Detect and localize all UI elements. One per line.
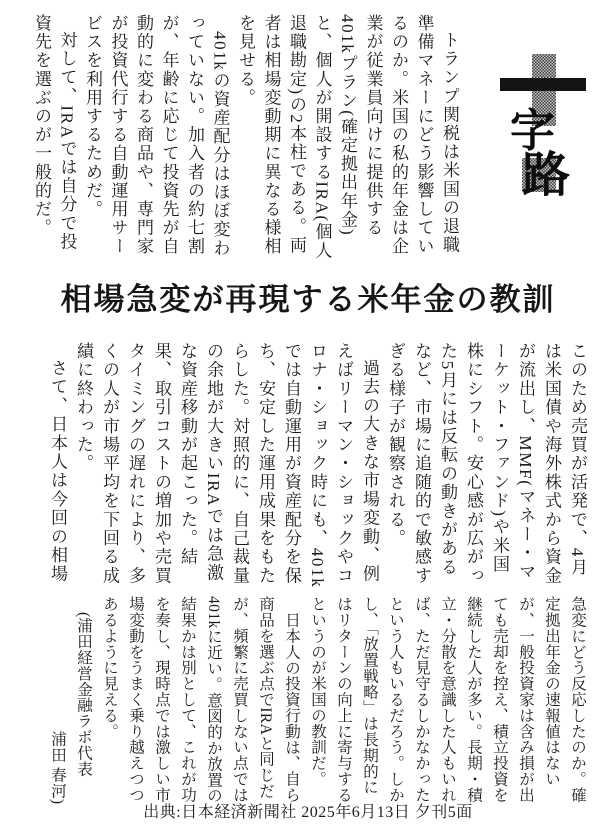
article-body-lower	[30, 596, 590, 804]
article-paragraph: 日本人の投資行動は、自ら商品を選ぶ点でIRAと同じだが、頻繁に売買しない点では401kに近い。意図的か放置の結果かは別として、これが功を奏し、現時点では激しい市場変動をうまく乗り越えつつあるように見える。	[101, 596, 300, 804]
article-paragraph: 急変にどう反応したのか。確定拠出年金の速報値はないが、一般投資家は含み損が出ても売却を控え、積立投資を継続した人が多い。長期・積立・分散を意識した人もいれば、ただ見守るしかなかったという人もいるだろう。しかし、「放置戦略」は長期的にはリターンの向上に寄与するというのが米国の教訓だ。	[309, 596, 586, 803]
author-attribution: (浦田経営金融ラボ代表	[75, 611, 92, 777]
article-paragraph: トランプ関税は米国の退職準備マネーにどう影響しているのか。米国の私的年金は企業が従業員向けに提供する401kプラン(確定拠出年金)と、個人が開設するIRA(個人退職勘定)の2本柱である。両者は相場変動期に異なる様相を見せる。	[236, 14, 459, 260]
logo-char-ro: 路	[522, 149, 571, 202]
juujiro-column-logo	[474, 12, 606, 262]
article-paragraph: 401kの資産配分はほぼ変わっていない。加入者の約七割が、年齢に応じて投資先が自動的に変わる商品や、専門家が投資代行する自動運用サービスを利用するためだ。	[83, 14, 230, 258]
article-lead-section	[30, 12, 610, 264]
article-paragraph: 過去の大きな市場変動、例えばリーマン・ショックやコロナ・ショック時にも、401kでは自動運用が資産配分を保ち、安定した運用成果をもたらした。対照的に、自己裁量の余地が大きいIRAでは急激な資産移動が起こった。結果、取引コストの増加や売買タイミングの遅れにより、多くの人が市場平均を下回る成績に終わった。	[74, 342, 379, 589]
source-citation: 出典:日本経済新聞社 2025年6月13日 夕刊5面	[143, 804, 473, 821]
article-body-upper	[30, 342, 590, 589]
logo-char-ji: 字	[510, 105, 556, 156]
article-paragraph: このため売買が活発で、4月は米国債や海外株式から資金が流出し、MMF(マネー・マーケット・ファンド)や米国株にシフト。安心感が広がった5月には反転の動きがあるなど、市場に追随的で敏感すぎる様子が観察される。	[386, 342, 587, 586]
article-lead-text	[30, 14, 462, 263]
article-paragraph: さて、日本人は今回の相場	[48, 359, 67, 584]
author-name: 浦田 春河)	[49, 730, 66, 804]
article-paragraph: 対して、IRAでは自分で投資先を選ぶのが一般的だ。	[32, 14, 77, 252]
article-headline: 相場急変が再現する米年金の教訓	[60, 282, 556, 317]
cross-horizontal-bar-icon	[500, 78, 586, 91]
